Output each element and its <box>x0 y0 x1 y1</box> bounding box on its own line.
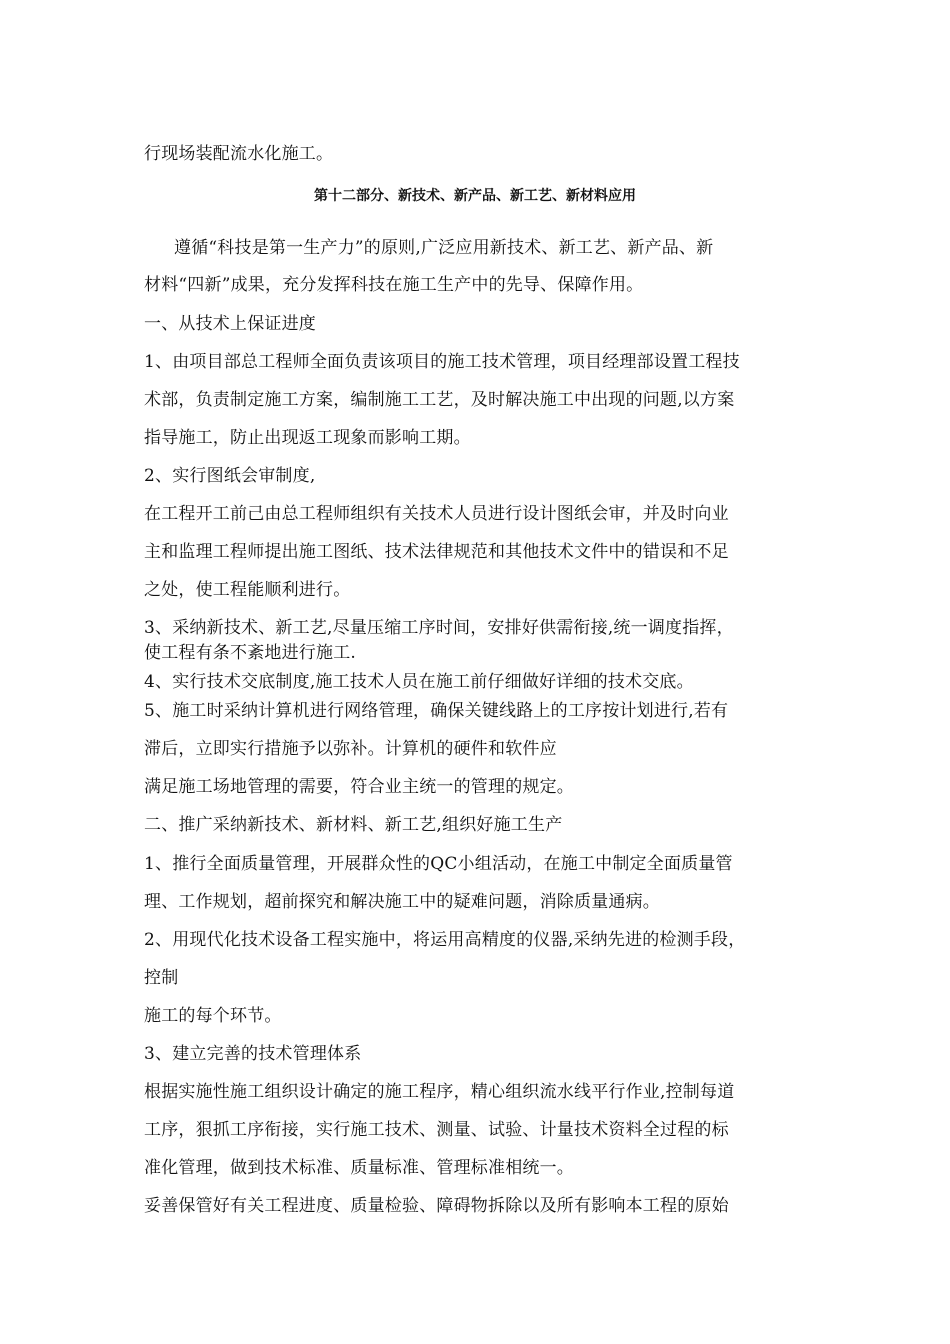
text-line-8: 指导施工，防止出现返工现象而影响工期。 <box>144 428 471 448</box>
text-line-16: 5、施工时采纳计算机进行网络管理，确保关键线路上的工序按计划进行,若有 <box>144 701 729 721</box>
text-line-26: 根据实施性施工组织设计确定的施工程序，精心组织流水线平行作业,控制每道 <box>144 1082 735 1102</box>
text-line-11: 主和监理工程师提出施工图纸、技术法律规范和其他技术文件中的错误和不足 <box>144 542 729 562</box>
text-line-3: 遵循“科技是第一生产力”的原则,广泛应用新技术、新工艺、新产品、新 <box>174 238 714 258</box>
text-line-23: 控制 <box>144 968 179 988</box>
text-line-24: 施工的每个环节。 <box>144 1006 282 1026</box>
text-line-1: 行现场装配流水化施工。 <box>144 144 334 164</box>
text-line-13: 3、采纳新技术、新工艺,尽量压缩工序时间，安排好供需衔接,统一调度指挥， <box>144 618 734 638</box>
subheading-1: 一、从技术上保证进度 <box>144 314 316 334</box>
subheading-2: 二、推广采纳新技术、新材料、新工艺,组织好施工生产 <box>144 815 563 835</box>
text-line-28: 准化管理，做到技术标准、质量标准、管理标准相统一。 <box>144 1158 574 1178</box>
text-line-29: 妥善保管好有关工程进度、质量检验、障碍物拆除以及所有影响本工程的原始 <box>144 1196 729 1216</box>
text-line-14: 使工程有条不紊地进行施工. <box>144 643 357 663</box>
text-line-6: 1、由项目部总工程师全面负责该项目的施工技术管理，项目经理部设置工程技 <box>144 352 740 372</box>
text-line-4: 材料“四新”成果，充分发挥科技在施工生产中的先导、保障作用。 <box>144 275 644 295</box>
text-line-21: 理、工作规划，超前探究和解决施工中的疑难问题，消除质量通病。 <box>144 892 660 912</box>
text-line-20: 1、推行全面质量管理，开展群众性的QC小组活动，在施工中制定全面质量管 <box>144 854 733 874</box>
text-line-17: 滞后，立即实行措施予以弥补。计算机的硬件和软件应 <box>144 739 557 759</box>
text-line-27: 工序，狠抓工序衔接，实行施工技术、测量、试验、计量技术资料全过程的标 <box>144 1120 729 1140</box>
text-line-10: 在工程开工前己由总工程师组织有关技术人员进行设计图纸会审，并及时向业 <box>144 504 729 524</box>
text-line-15: 4、实行技术交底制度,施工技术人员在施工前仔细做好详细的技术交底。 <box>144 672 694 692</box>
text-line-12: 之处，使工程能顺利进行。 <box>144 580 351 600</box>
text-line-22: 2、用现代化技术设备工程实施中，将运用高精度的仪器,采纳先进的检测手段， <box>144 930 746 950</box>
text-line-9: 2、实行图纸会审制度, <box>144 466 316 486</box>
text-line-25: 3、建立完善的技术管理体系 <box>144 1044 362 1064</box>
section-title: 第十二部分、新技术、新产品、新工艺、新材料应用 <box>314 188 636 204</box>
text-line-18: 满足施工场地管理的需要，符合业主统一的管理的规定。 <box>144 777 574 797</box>
text-line-7: 术部，负责制定施工方案，编制施工工艺，及时解决施工中出现的问题,以方案 <box>144 390 735 410</box>
